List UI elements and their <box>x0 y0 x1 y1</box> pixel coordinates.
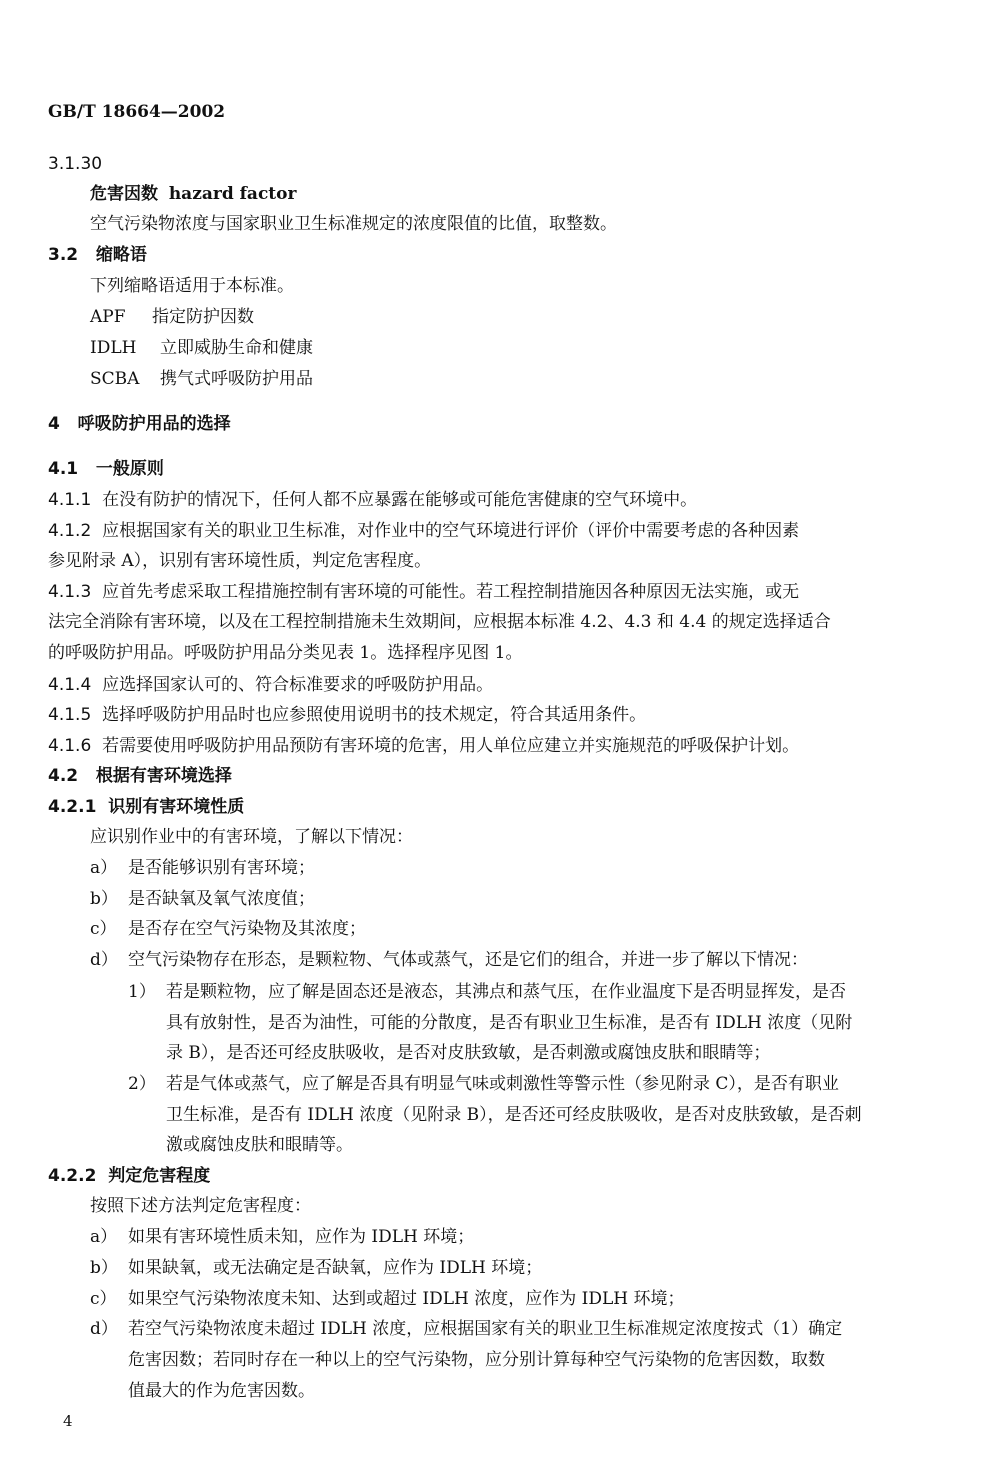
clause-4-1-1 <box>48 489 697 511</box>
clause-text: 若需要使用呼吸防护用品预防有害环境的危害，用人单位应建立并实施规范的呼吸保护计划。 <box>102 736 800 756</box>
sub-list-text: 若是颗粒物，应了解是固态还是液态，其沸点和蒸气压，在作业温度下是否明显挥发，是否 <box>166 982 846 1002</box>
subsection-heading <box>48 1165 210 1187</box>
list-text: 如果空气污染物浓度未知、达到或超过 IDLH 浓度，应作为 IDLH 环境； <box>128 1289 685 1309</box>
list-item <box>90 1257 542 1279</box>
subsection-number: 4.2.1 <box>48 797 97 817</box>
subsection-heading <box>48 796 244 818</box>
clause-4-1-2 <box>48 520 799 542</box>
clause-number: 4.1.4 <box>48 675 92 695</box>
list-label: a） <box>90 1227 118 1247</box>
list-item <box>90 1288 685 1310</box>
section-heading <box>48 244 147 266</box>
sub-list-label: 1） <box>128 982 156 1002</box>
list-label: a） <box>90 858 118 878</box>
subsection-title: 识别有害环境性质 <box>108 797 245 817</box>
list-item <box>90 1226 474 1248</box>
list-text: 如果有害环境性质未知，应作为 IDLH 环境； <box>128 1227 475 1247</box>
sub-list-item <box>128 981 846 1003</box>
page-number: 4 <box>63 1412 73 1430</box>
paragraph: 应识别作业中的有害环境，了解以下情况： <box>90 827 413 847</box>
clause-number: 4.1.1 <box>48 490 92 510</box>
clause-number: 4.1.5 <box>48 705 92 725</box>
sub-list-text-cont: 激或腐蚀皮肤和眼睛等。 <box>166 1135 353 1155</box>
term-cn: 危害因数 <box>90 184 158 204</box>
section-title: 一般原则 <box>95 459 164 479</box>
abbreviation: SCBA <box>90 369 140 389</box>
clause-text-cont: 参见附录 A），识别有害环境性质，判定危害程度。 <box>48 551 432 571</box>
chapter-number: 4 <box>48 414 60 434</box>
section-number: 3.2 <box>48 245 79 265</box>
abbreviation: APF <box>90 307 126 327</box>
standard-id: GB/T 18664—2002 <box>48 102 226 122</box>
section-number: 4.2 <box>48 766 79 786</box>
clause-4-1-3 <box>48 581 799 603</box>
list-item <box>90 857 315 879</box>
list-label: b） <box>90 889 118 909</box>
list-label: c） <box>90 1289 117 1309</box>
section-heading <box>48 458 164 480</box>
paragraph: 按照下述方法判定危害程度： <box>90 1196 311 1216</box>
clause-number: 4.1.6 <box>48 736 92 756</box>
sub-list-text: 若是气体或蒸气，应了解是否具有明显气味或刺激性等警示性（参见附录 C），是否有职业 <box>166 1074 839 1094</box>
list-label: b） <box>90 1258 118 1278</box>
paragraph: 下列缩略语适用于本标准。 <box>90 276 294 296</box>
clause-4-1-4 <box>48 674 493 696</box>
clause-4-1-5 <box>48 704 646 726</box>
list-text: 若空气污染物浓度未超过 IDLH 浓度，应根据国家有关的职业卫生标准规定浓度按式（1）确定 <box>128 1319 843 1339</box>
abbreviation: IDLH <box>90 338 137 358</box>
abbreviation-row <box>90 306 254 328</box>
abbreviation-row <box>90 368 313 390</box>
list-text: 是否缺氧及氧气浓度值； <box>128 889 315 909</box>
list-item <box>90 918 366 940</box>
clause-number: 4.1.2 <box>48 521 92 541</box>
clause-number: 4.1.3 <box>48 582 92 602</box>
term-definition: 空气污染物浓度与国家职业卫生标准规定的浓度限值的比值，取整数。 <box>90 214 617 234</box>
section-number: 4.1 <box>48 459 79 479</box>
subsection-title: 判定危害程度 <box>108 1166 211 1186</box>
subsection-number: 4.2.2 <box>48 1166 97 1186</box>
abbreviation-meaning: 携气式呼吸防护用品 <box>160 369 313 389</box>
sub-list-text-cont: 录 B），是否还可经皮肤吸收，是否对皮肤致敏，是否刺激或腐蚀皮肤和眼睛等； <box>166 1043 771 1063</box>
term-en: hazard factor <box>168 184 297 204</box>
list-label: d） <box>90 950 118 970</box>
section-title: 缩略语 <box>95 245 147 265</box>
list-text: 如果缺氧，或无法确定是否缺氧，应作为 IDLH 环境； <box>128 1258 543 1278</box>
abbreviation-meaning: 立即威胁生命和健康 <box>160 338 313 358</box>
clause-4-1-6 <box>48 735 799 757</box>
list-text: 是否存在空气污染物及其浓度； <box>128 919 366 939</box>
list-item <box>90 888 315 910</box>
clause-text-cont: 法完全消除有害环境，以及在工程控制措施未生效期间，应根据本标准 4.2、4.3 和 4.4 的规定选择适合 <box>48 612 831 632</box>
clause-number: 3.1.30 <box>48 154 103 174</box>
list-text-cont: 值最大的作为危害因数。 <box>128 1381 315 1401</box>
sub-list-label: 2） <box>128 1074 156 1094</box>
list-item <box>90 949 808 971</box>
sub-list-text-cont: 卫生标准，是否有 IDLH 浓度（见附录 B），是否还可经皮肤吸收，是否对皮肤致敏，是否刺 <box>166 1105 862 1125</box>
list-text-cont: 危害因数；若同时存在一种以上的空气污染物，应分别计算每种空气污染物的危害因数，取数 <box>128 1350 825 1370</box>
clause-text: 应首先考虑采取工程措施控制有害环境的可能性。若工程控制措施因各种原因无法实施，或无 <box>102 582 800 602</box>
list-label: d） <box>90 1319 118 1339</box>
section-heading <box>48 765 232 787</box>
abbreviation-meaning: 指定防护因数 <box>152 307 254 327</box>
chapter-title: 呼吸防护用品的选择 <box>77 414 231 434</box>
section-title: 根据有害环境选择 <box>95 766 232 786</box>
list-text: 空气污染物存在形态，是颗粒物、气体或蒸气，还是它们的组合，并进一步了解以下情况： <box>128 950 808 970</box>
clause-text: 选择呼吸防护用品时也应参照使用说明书的技术规定，符合其适用条件。 <box>102 705 647 725</box>
list-label: c） <box>90 919 117 939</box>
sub-list-item <box>128 1073 839 1095</box>
term-heading <box>90 183 296 205</box>
list-text: 是否能够识别有害环境； <box>128 858 315 878</box>
list-item <box>90 1318 842 1340</box>
abbreviation-row <box>90 337 313 359</box>
sub-list-text-cont: 具有放射性，是否为油性，可能的分散度，是否有职业卫生标准，是否有 IDLH 浓度（见附 <box>166 1013 853 1033</box>
clause-text: 应根据国家有关的职业卫生标准，对作业中的空气环境进行评价（评价中需要考虑的各种因素 <box>102 521 800 541</box>
clause-text: 应选择国家认可的、符合标准要求的呼吸防护用品。 <box>102 675 494 695</box>
clause-text-cont: 的呼吸防护用品。呼吸防护用品分类见表 1。选择程序见图 1。 <box>48 643 523 663</box>
clause-text: 在没有防护的情况下，任何人都不应暴露在能够或可能危害健康的空气环境中。 <box>102 490 698 510</box>
chapter-heading <box>48 413 231 435</box>
